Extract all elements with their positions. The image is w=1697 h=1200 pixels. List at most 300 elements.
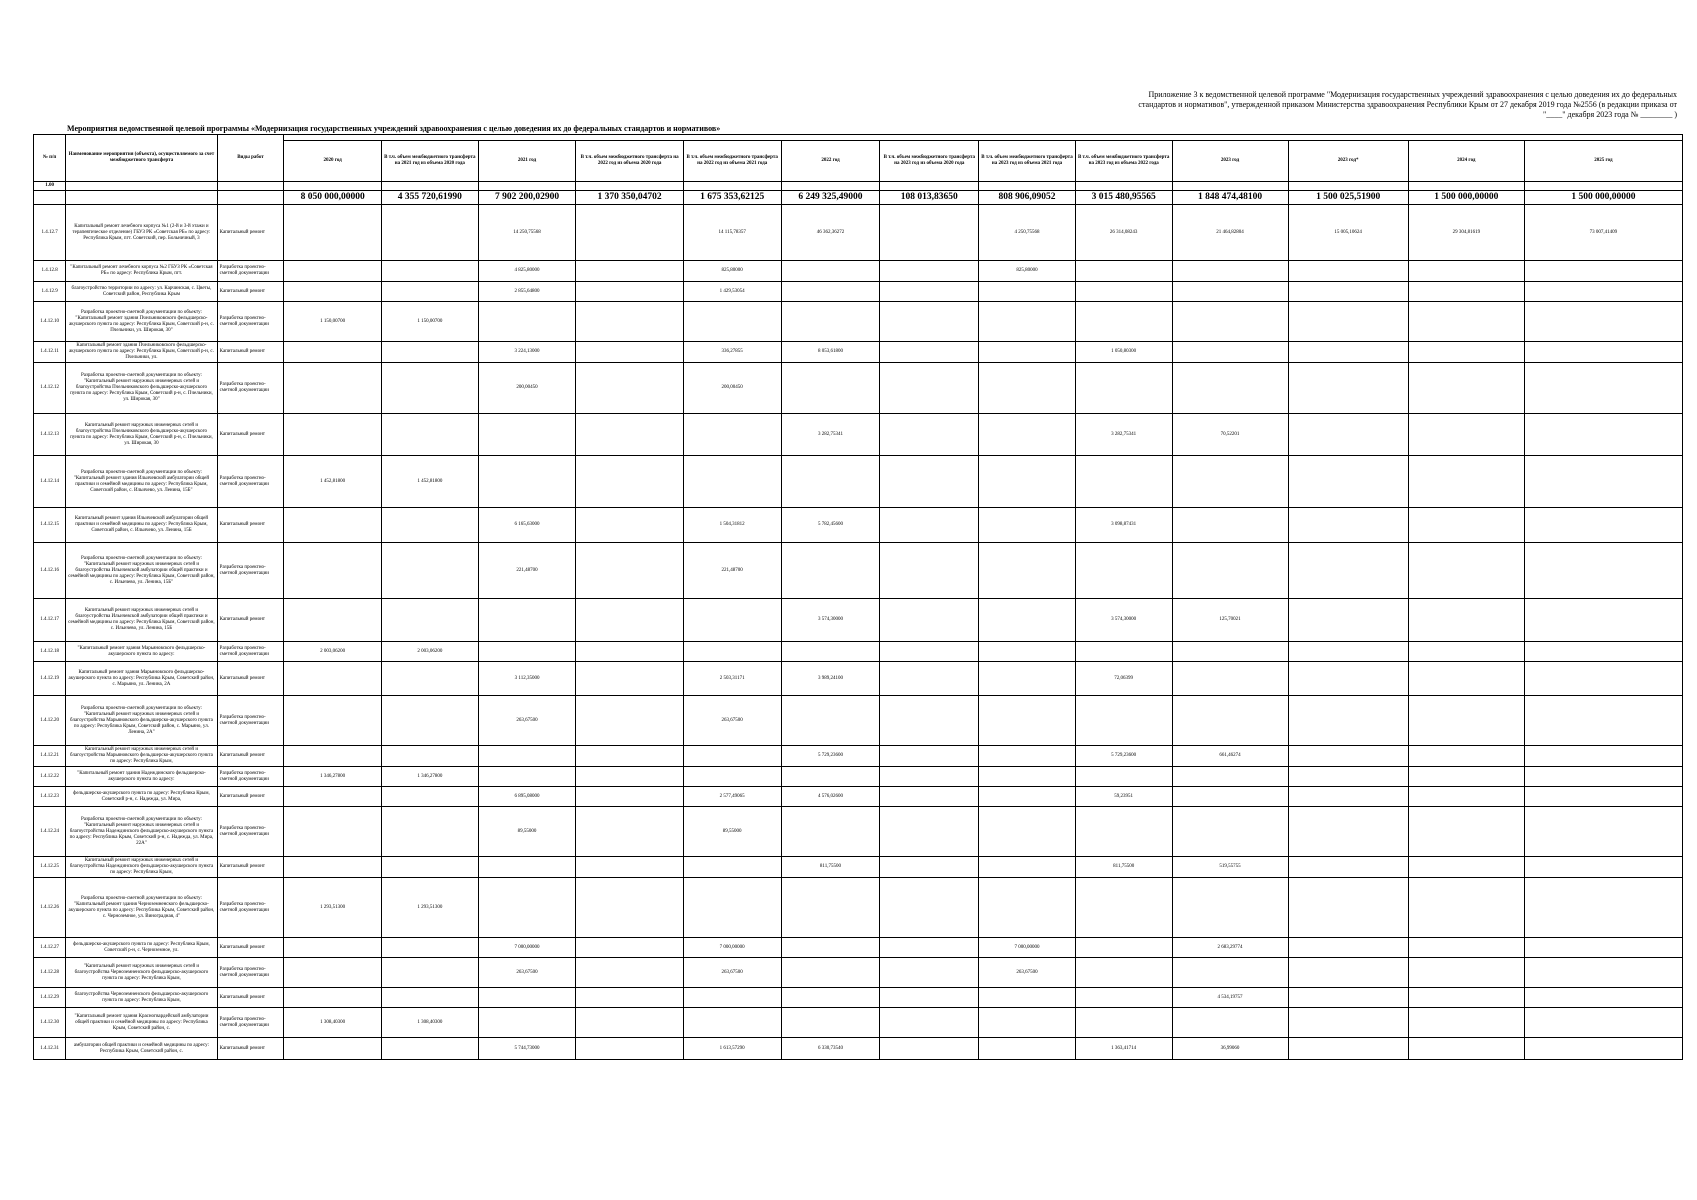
table-row	[34, 414, 1683, 456]
value-cell	[576, 958, 683, 988]
value-cell	[478, 746, 576, 767]
value-cell: 89,55000	[683, 807, 781, 857]
row-name: Разработка проектно-сметной документации по объекту: "Капитальный ремонт наружных инженерных сетей и благоустройства Надеждинского фельдшерско-акушерского пункта по адресу: Республика Крым, Советский р-н, с. Надежда, ул. Мира, 22А"	[66, 807, 217, 857]
table-row	[34, 302, 1683, 342]
value-cell	[1524, 599, 1682, 642]
value-cell	[979, 988, 1076, 1008]
value-cell	[576, 363, 683, 414]
row-name: Капитальный ремонт наружных инженерных сетей и благоустройства Надеждинского фельдшерско-акушерского пункта по адресу: Республика Крым,	[66, 857, 217, 878]
row-number: 1.4.12.30	[34, 1008, 66, 1038]
value-cell	[1408, 302, 1524, 342]
value-cell	[382, 414, 479, 456]
value-cell	[1172, 1008, 1288, 1038]
column-header: В т.ч. объем межбюджетного трансферта на 2022 год из объема 2020 года	[576, 141, 683, 182]
value-cell	[576, 414, 683, 456]
value-cell: 4 576,02600	[781, 787, 880, 807]
value-cell	[1408, 282, 1524, 302]
value-cell: 825,80000	[979, 261, 1076, 282]
index-cell: 1.00	[34, 182, 66, 191]
value-cell	[1524, 807, 1682, 857]
value-cell: 6 165,63000	[478, 508, 576, 543]
value-cell: 21 464,82804	[1172, 205, 1288, 261]
value-cell	[1524, 456, 1682, 508]
value-cell	[1288, 807, 1408, 857]
value-cell	[1075, 282, 1172, 302]
value-cell	[1075, 988, 1172, 1008]
value-cell: 59,23951	[1075, 787, 1172, 807]
value-cell: 7 000,00000	[478, 938, 576, 958]
value-cell	[1075, 696, 1172, 746]
value-cell	[382, 662, 479, 696]
value-cell: 811,75500	[1075, 857, 1172, 878]
value-cell	[382, 363, 479, 414]
column-header: В т.ч. объем межбюджетного трансферта на 2021 год из объема 2020 года	[382, 141, 479, 182]
table-row	[34, 342, 1683, 363]
value-cell: 29 304,81619	[1408, 205, 1524, 261]
value-cell	[382, 787, 479, 807]
value-cell: 1 050,80300	[1075, 342, 1172, 363]
row-name: Капитальный ремонт наружных инженерных сетей и благоустройства Пчельниковского фельдшерско-акушерского пункта по адресу: Республика Крым, Советский р-н, с. Пчельники, ул. Широкая, 30	[66, 414, 217, 456]
value-cell	[478, 878, 576, 938]
column-header: В т.ч. объем межбюджетного трансферта на 2022 год из объема 2021 года	[683, 141, 781, 182]
value-cell	[781, 807, 880, 857]
value-cell	[1075, 807, 1172, 857]
value-cell: 1 150,00700	[382, 302, 479, 342]
row-number: 1.4.12.13	[34, 414, 66, 456]
value-cell	[1288, 302, 1408, 342]
value-cell	[382, 1038, 479, 1060]
value-cell	[1524, 302, 1682, 342]
value-cell: 5 729,23600	[781, 746, 880, 767]
value-cell	[1408, 456, 1524, 508]
value-cell	[781, 456, 880, 508]
column-header: 2020 год	[284, 141, 382, 182]
value-cell	[1288, 988, 1408, 1008]
value-cell	[382, 282, 479, 302]
value-cell	[1408, 938, 1524, 958]
value-cell	[1408, 878, 1524, 938]
value-cell: 1 150,00700	[284, 302, 382, 342]
value-cell: 70,52201	[1172, 414, 1288, 456]
row-name: "Капитальный ремонт наружных инженерных сетей и благоустройства Черноземненского фельдшерско-акушерского пункта по адресу: Республика Крым,	[66, 958, 217, 988]
value-cell	[979, 599, 1076, 642]
value-cell	[683, 642, 781, 662]
value-cell	[1075, 456, 1172, 508]
row-work-type: Капитальный ремонт	[217, 205, 284, 261]
value-cell	[781, 958, 880, 988]
value-cell	[1524, 696, 1682, 746]
value-cell	[1075, 261, 1172, 282]
value-cell: 1 363,41714	[1075, 1038, 1172, 1060]
value-cell: 1 293,51300	[382, 878, 479, 938]
table-row	[34, 1038, 1683, 1060]
value-cell: 263,67500	[683, 696, 781, 746]
value-cell	[979, 787, 1076, 807]
value-cell	[1524, 414, 1682, 456]
table-row	[34, 958, 1683, 988]
value-cell	[1408, 363, 1524, 414]
row-number: 1.4.12.29	[34, 988, 66, 1008]
value-cell: 1 613,57290	[683, 1038, 781, 1060]
value-cell: 1 429,53054	[683, 282, 781, 302]
value-cell	[1172, 696, 1288, 746]
value-cell	[382, 857, 479, 878]
value-cell	[1288, 363, 1408, 414]
value-cell	[1288, 508, 1408, 543]
value-cell: 15 005,10624	[1288, 205, 1408, 261]
row-work-type: Разработка проектно-сметной документации	[217, 261, 284, 282]
value-cell	[979, 1008, 1076, 1038]
value-cell	[576, 878, 683, 938]
value-cell: 3 282,75341	[1075, 414, 1172, 456]
row-number: 1.4.12.28	[34, 958, 66, 988]
value-cell	[576, 696, 683, 746]
row-name: "Капитальный ремонт лечебного корпуса №2 ГБУЗ РК «Советская РБ» по адресу: Республика Крым, пгт.	[66, 261, 217, 282]
value-cell: 5 744,73000	[478, 1038, 576, 1060]
row-name: "Капитальный ремонт здания Красногвардейской амбулатории общей практики и семейной медицины по адресу: Республика Крым, Советский район, с.	[66, 1008, 217, 1038]
value-cell	[1288, 857, 1408, 878]
row-name: "Капитальный ремонт здания Марьяновского фельдшерско-акушерского пункта по адресу:	[66, 642, 217, 662]
table-row	[34, 642, 1683, 662]
table-row	[34, 456, 1683, 508]
value-cell	[781, 1008, 880, 1038]
row-name: Разработка проектно-сметной документации по объекту: "Капитальный ремонт здания Ильичевской амбулатории общей практики и семейной медицины по адресу: Республика Крым, Советский район, с. Ильичево, ул. Ленина, 15Б"	[66, 456, 217, 508]
table-row	[34, 878, 1683, 938]
value-cell	[284, 363, 382, 414]
value-cell: 3 989,24100	[781, 662, 880, 696]
value-cell	[1288, 767, 1408, 787]
table-row	[34, 807, 1683, 857]
column-header: Наименование мероприятия (объекта), осуществляемого за счет межбюджетного трансферта	[66, 135, 217, 182]
value-cell	[1408, 988, 1524, 1008]
value-cell	[284, 282, 382, 302]
row-number: 1.4.12.10	[34, 302, 66, 342]
table-row	[34, 662, 1683, 696]
value-cell	[880, 302, 979, 342]
value-cell	[382, 958, 479, 988]
column-header: 2025 год	[1524, 141, 1682, 182]
value-cell	[1408, 642, 1524, 662]
value-cell	[781, 302, 880, 342]
row-number: 1.4.12.23	[34, 787, 66, 807]
value-cell	[1408, 787, 1524, 807]
value-cell	[880, 1038, 979, 1060]
value-cell	[880, 878, 979, 938]
value-cell	[979, 857, 1076, 878]
value-cell	[1408, 543, 1524, 599]
value-cell	[1288, 878, 1408, 938]
value-cell	[880, 988, 979, 1008]
column-header: 2022 год	[781, 141, 880, 182]
value-cell	[1075, 363, 1172, 414]
value-cell	[284, 414, 382, 456]
value-cell	[1172, 543, 1288, 599]
table-row	[34, 599, 1683, 642]
value-cell	[781, 543, 880, 599]
value-cell	[382, 988, 479, 1008]
row-name: Капитальный ремонт наружных инженерных сетей и благоустройства Ильичевской амбулатории общей практики и семейной медицины по адресу: Республика Крым, Советский район, с. Ильичево, ул. Ленина, 15Б	[66, 599, 217, 642]
value-cell	[576, 543, 683, 599]
value-cell	[781, 767, 880, 787]
value-cell	[683, 857, 781, 878]
row-number: 1.4.12.16	[34, 543, 66, 599]
value-cell	[1524, 938, 1682, 958]
value-cell	[576, 787, 683, 807]
value-cell: 263,67500	[478, 958, 576, 988]
value-cell: 4 825,80000	[478, 261, 576, 282]
value-cell	[576, 662, 683, 696]
value-cell	[880, 642, 979, 662]
value-cell	[576, 456, 683, 508]
value-cell	[1172, 787, 1288, 807]
value-cell: 2 503,31171	[683, 662, 781, 696]
value-cell: 3 574,30000	[781, 599, 880, 642]
value-cell	[1288, 1008, 1408, 1038]
value-cell: 336,27855	[683, 342, 781, 363]
value-cell	[1172, 508, 1288, 543]
row-work-type: Разработка проектно-сметной документации	[217, 696, 284, 746]
value-cell	[1524, 261, 1682, 282]
value-cell	[979, 1038, 1076, 1060]
total-cell: 1 675 353,62125	[683, 191, 781, 205]
row-name: Разработка проектно-сметной документации по объекту: "Капитальный ремонт наружных инженерных сетей и благоустройства Пчельниковского фельдшерско-акушерского пункта по адресу: Республика Крым, Советский р-н, с. Пчельники, ул. Широкая, 30"	[66, 363, 217, 414]
row-work-type: Разработка проектно-сметной документации	[217, 363, 284, 414]
row-work-type: Капитальный ремонт	[217, 787, 284, 807]
row-work-type: Разработка проектно-сметной документации	[217, 302, 284, 342]
value-cell	[478, 414, 576, 456]
row-work-type: Разработка проектно-сметной документации	[217, 1008, 284, 1038]
row-number: 1.4.12.18	[34, 642, 66, 662]
value-cell	[1408, 767, 1524, 787]
value-cell	[284, 543, 382, 599]
row-name: Разработка проектно-сметной документации по объекту: "Капитальный ремонт здания Пчельниковского фельдшерско-акушерского пункта по адресу: Республика Крым, Советский р-н, с. Пчельники, ул. Широкая, 30"	[66, 302, 217, 342]
value-cell	[1288, 342, 1408, 363]
value-cell	[880, 342, 979, 363]
value-cell	[1524, 642, 1682, 662]
row-name: благоустройства Черноземненского фельдшерско-акушерского пункта по адресу: Республика Крым,	[66, 988, 217, 1008]
value-cell	[1408, 696, 1524, 746]
value-cell	[979, 363, 1076, 414]
row-number: 1.4.12.19	[34, 662, 66, 696]
value-cell	[1288, 599, 1408, 642]
value-cell	[1524, 746, 1682, 767]
value-cell	[1524, 857, 1682, 878]
value-cell: 7 000,00000	[683, 938, 781, 958]
value-cell	[1075, 767, 1172, 787]
value-cell	[478, 642, 576, 662]
table-row	[34, 543, 1683, 599]
value-cell	[478, 302, 576, 342]
value-cell	[683, 1008, 781, 1038]
value-cell	[284, 662, 382, 696]
value-cell	[576, 1008, 683, 1038]
value-cell	[1288, 282, 1408, 302]
row-work-type: Капитальный ремонт	[217, 1038, 284, 1060]
value-cell: 3 574,30000	[1075, 599, 1172, 642]
value-cell: 1 452,81800	[284, 456, 382, 508]
value-cell	[478, 988, 576, 1008]
value-cell: 1 308,40300	[284, 1008, 382, 1038]
value-cell: 661,46274	[1172, 746, 1288, 767]
value-cell	[880, 282, 979, 302]
value-cell: 14 250,75568	[478, 205, 576, 261]
value-cell	[478, 767, 576, 787]
value-cell	[1075, 958, 1172, 988]
row-number: 1.4.12.11	[34, 342, 66, 363]
value-cell	[284, 508, 382, 543]
value-cell	[880, 857, 979, 878]
value-cell	[979, 642, 1076, 662]
value-cell	[576, 857, 683, 878]
table-row	[34, 363, 1683, 414]
total-cell: 1 500 000,00000	[1524, 191, 1682, 205]
value-cell: 125,70021	[1172, 599, 1288, 642]
column-header: 2021 год	[478, 141, 576, 182]
value-cell	[1288, 746, 1408, 767]
row-work-type: Капитальный ремонт	[217, 938, 284, 958]
row-work-type: Капитальный ремонт	[217, 988, 284, 1008]
row-number: 1.4.12.26	[34, 878, 66, 938]
row-number: 1.4.12.22	[34, 767, 66, 787]
value-cell	[880, 746, 979, 767]
column-header: 2023 год*	[1288, 141, 1408, 182]
value-cell: 46 362,36272	[781, 205, 880, 261]
value-cell	[781, 938, 880, 958]
value-cell	[1408, 807, 1524, 857]
value-cell	[382, 205, 479, 261]
column-header: Виды работ	[217, 135, 284, 182]
value-cell	[683, 878, 781, 938]
value-cell	[1524, 1038, 1682, 1060]
value-cell	[880, 414, 979, 456]
row-number: 1.4.12.24	[34, 807, 66, 857]
row-work-type: Разработка проектно-сметной документации	[217, 878, 284, 938]
value-cell: 36,99060	[1172, 1038, 1288, 1060]
value-cell	[979, 662, 1076, 696]
value-cell	[1408, 857, 1524, 878]
value-cell	[1524, 958, 1682, 988]
row-work-type: Капитальный ремонт	[217, 414, 284, 456]
value-cell	[979, 456, 1076, 508]
value-cell	[1524, 342, 1682, 363]
page-title: Мероприятия ведомственной целевой программы «Модернизация государственных учреждений здравоохранения с целью доведения их до федеральных стандартов и нормативов»	[67, 124, 721, 133]
value-cell	[1288, 642, 1408, 662]
value-cell	[576, 807, 683, 857]
value-cell	[576, 342, 683, 363]
value-cell	[781, 642, 880, 662]
value-cell	[382, 696, 479, 746]
value-cell	[478, 599, 576, 642]
value-cell	[979, 746, 1076, 767]
value-cell: 263,67500	[683, 958, 781, 988]
value-cell: 1 346,27800	[382, 767, 479, 787]
value-cell	[478, 1008, 576, 1038]
row-name: Капитальный ремонт здания Пчельниковского фельдшерско-акушерского пункта по адресу: Республика Крым, Советский р-н, с. Пчельники, ул.	[66, 342, 217, 363]
value-cell: 4 534,19757	[1172, 988, 1288, 1008]
value-cell	[1408, 599, 1524, 642]
value-cell: 1 293,51300	[284, 878, 382, 938]
row-work-type: Капитальный ремонт	[217, 282, 284, 302]
value-cell	[1288, 696, 1408, 746]
value-cell	[284, 261, 382, 282]
row-number: 1.4.12.14	[34, 456, 66, 508]
row-work-type: Капитальный ремонт	[217, 342, 284, 363]
row-work-type: Разработка проектно-сметной документации	[217, 767, 284, 787]
value-cell	[284, 205, 382, 261]
value-cell	[880, 205, 979, 261]
value-cell	[979, 767, 1076, 787]
value-cell	[1408, 414, 1524, 456]
value-cell	[979, 878, 1076, 938]
row-number: 1.4.12.25	[34, 857, 66, 878]
value-cell	[683, 767, 781, 787]
value-cell	[1524, 662, 1682, 696]
value-cell	[1172, 342, 1288, 363]
value-cell	[683, 988, 781, 1008]
value-cell	[1524, 787, 1682, 807]
value-cell	[1075, 543, 1172, 599]
row-work-type: Разработка проектно-сметной документации	[217, 958, 284, 988]
value-cell	[1408, 1008, 1524, 1038]
value-cell	[781, 282, 880, 302]
row-work-type: Разработка проектно-сметной документации	[217, 807, 284, 857]
value-cell	[284, 599, 382, 642]
table-row	[34, 696, 1683, 746]
value-cell: 89,55000	[478, 807, 576, 857]
row-work-type: Капитальный ремонт	[217, 857, 284, 878]
value-cell	[284, 342, 382, 363]
value-cell: 6 895,08000	[478, 787, 576, 807]
value-cell: 7 000,00000	[979, 938, 1076, 958]
value-cell	[979, 807, 1076, 857]
row-name: амбулатории общей практики и семейной медицины по адресу: Республика Крым, Советский район, с.	[66, 1038, 217, 1060]
value-cell	[1524, 282, 1682, 302]
column-header: № п/п	[34, 135, 66, 182]
value-cell	[880, 1008, 979, 1038]
value-cell: 263,67500	[478, 696, 576, 746]
value-cell	[880, 767, 979, 787]
value-cell	[1408, 508, 1524, 543]
value-cell	[284, 696, 382, 746]
row-name: Разработка проектно-сметной документации по объекту: "Капитальный ремонт наружных инженерных сетей и благоустройства Ильичевской амбулатории общей практики и семейной медицины по адресу: Республика Крым, Советский район, с. Ильичево, ул. Ленина, 15Б"	[66, 543, 217, 599]
value-cell	[880, 363, 979, 414]
value-cell	[880, 787, 979, 807]
value-cell: 2 855,64800	[478, 282, 576, 302]
table-row	[34, 767, 1683, 787]
row-number: 1.4.12.21	[34, 746, 66, 767]
column-header: В т.ч. объем межбюджетного трансферта на 2023 год из объема 2020 года	[880, 141, 979, 182]
value-cell	[1408, 261, 1524, 282]
value-cell	[284, 787, 382, 807]
value-cell	[284, 807, 382, 857]
value-cell	[478, 857, 576, 878]
total-cell: 808 906,09052	[979, 191, 1076, 205]
value-cell	[781, 696, 880, 746]
value-cell	[1172, 958, 1288, 988]
value-cell	[979, 414, 1076, 456]
total-cell: 1 848 474,48100	[1172, 191, 1288, 205]
row-name: фельдшерско-акушерского пункта по адресу: Республика Крым, Советский р-н, с. Надежда, ул. Мира,	[66, 787, 217, 807]
value-cell	[1172, 807, 1288, 857]
value-cell	[382, 261, 479, 282]
value-cell	[1172, 261, 1288, 282]
value-cell: 200,00450	[478, 363, 576, 414]
row-name: благоустройство территории по адресу: ул. Карчинская, с. Цветы, Советский район, Республика Крым	[66, 282, 217, 302]
value-cell: 14 115,78357	[683, 205, 781, 261]
value-cell	[1408, 662, 1524, 696]
value-cell	[979, 302, 1076, 342]
row-number: 1.4.12.8	[34, 261, 66, 282]
